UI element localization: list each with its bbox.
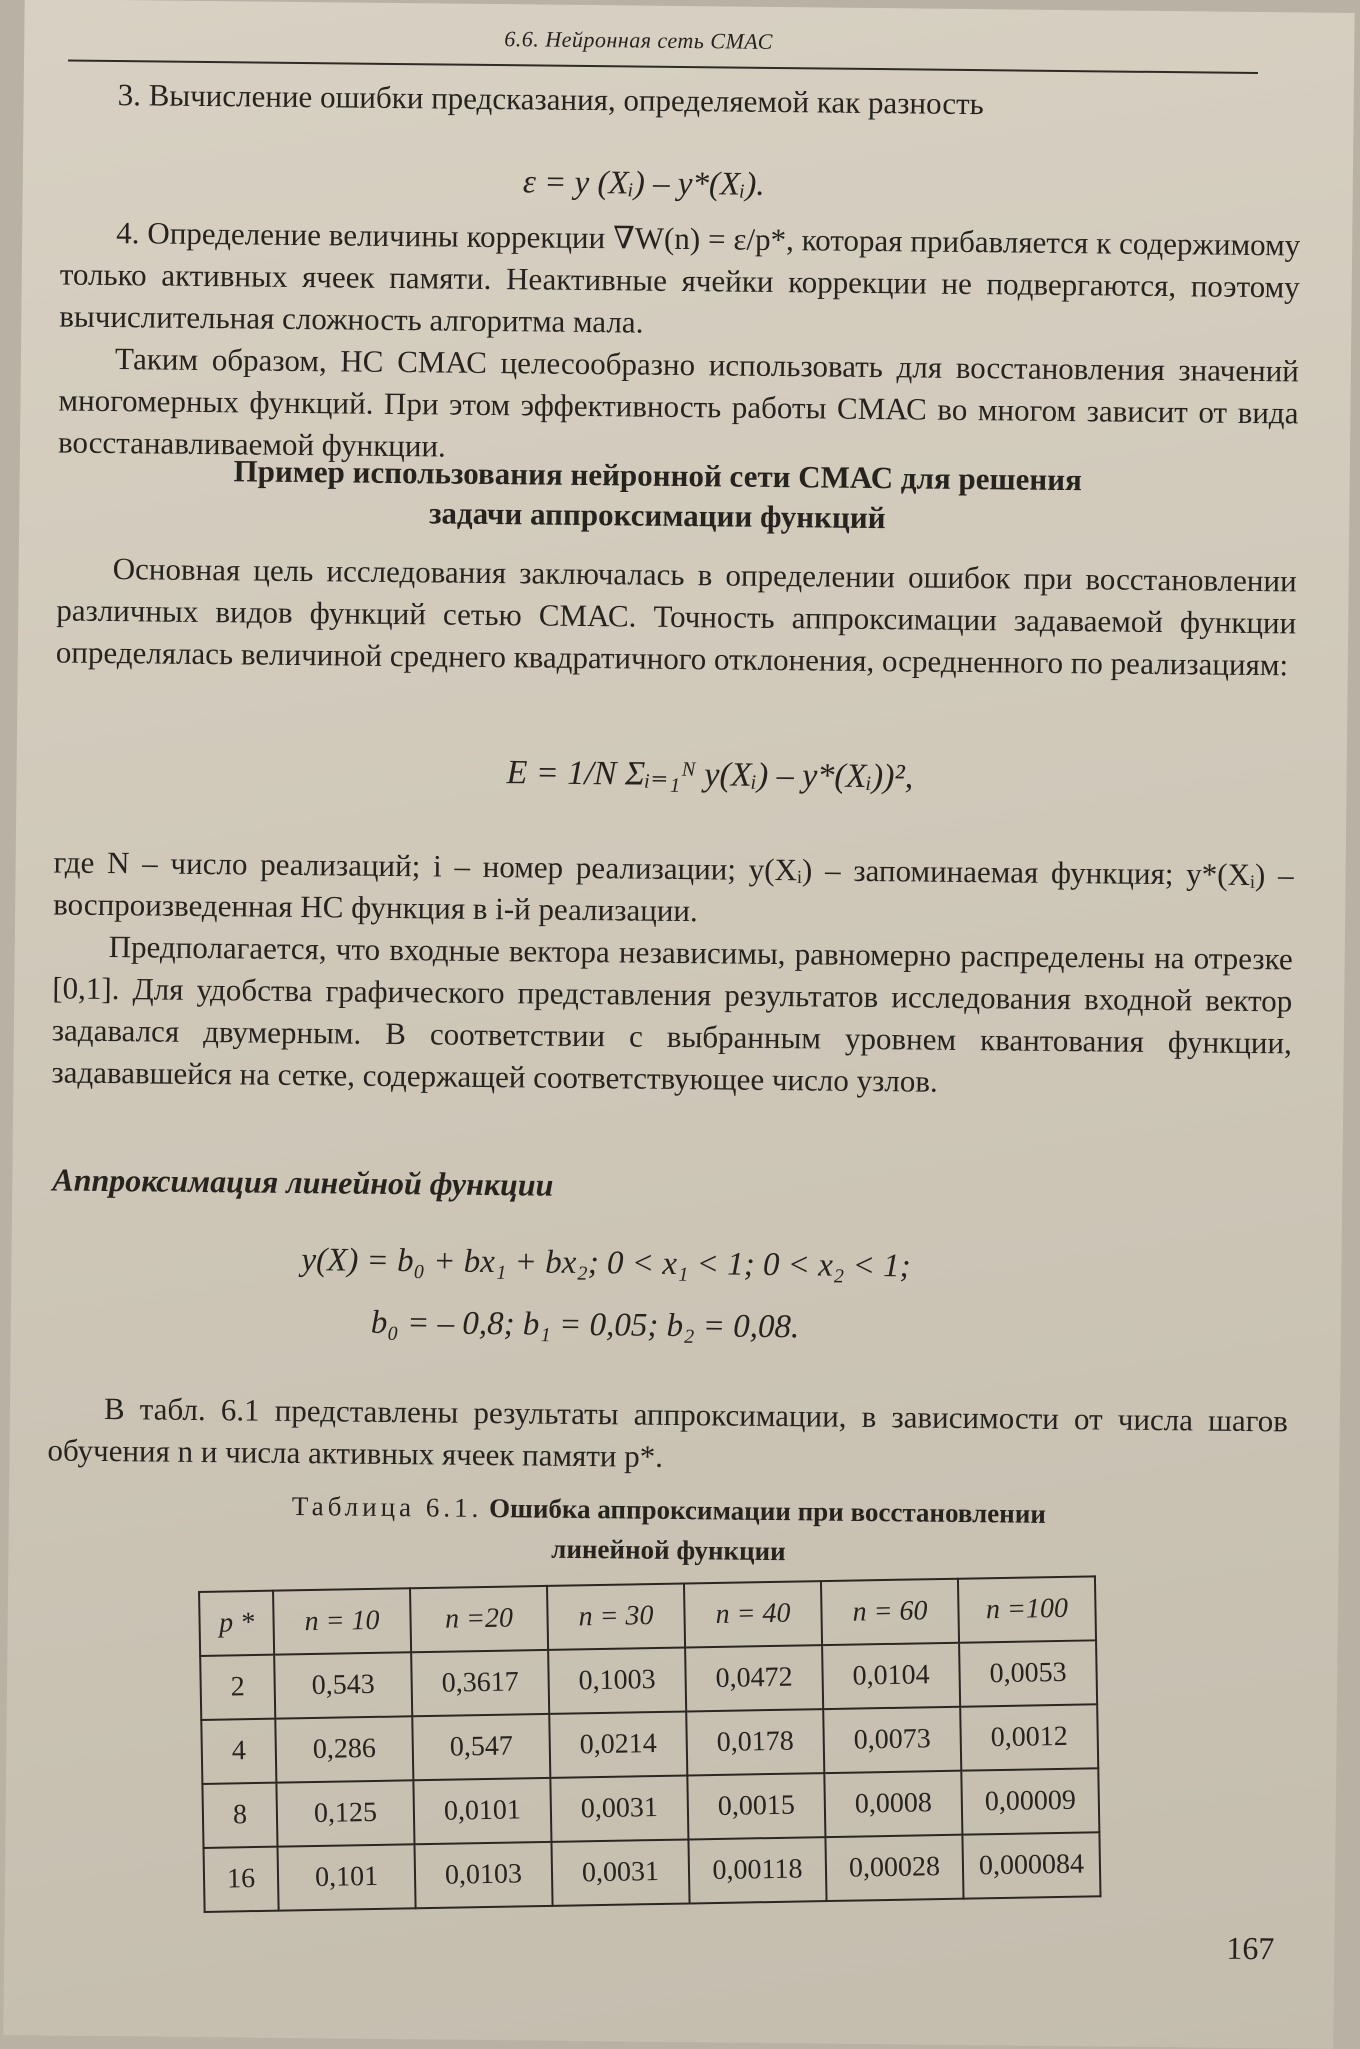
table-cell: 0,0103 [414, 1842, 552, 1908]
table-caption-title-2: линейной функции [551, 1533, 786, 1567]
table-cell: 0,0073 [823, 1707, 961, 1773]
section-intro [56, 547, 1297, 686]
subsection-heading: Аппроксимация линейной функции [52, 1161, 554, 1203]
table-cell: 0,00028 [825, 1835, 963, 1901]
step-4-text [58, 211, 1301, 476]
section-paragraph-2: Предполагается, что входные вектора независимы, равномерно распределены на отрезке [0,1]. Для удобства графического представления результатов исследования входной вектор задавался двумерным. В соответствии с выбранным уровнем квантования функции, задававшейся на сетке, содержащей соответствующее число узлов. [51, 929, 1293, 1099]
section-heading-line-2: задачи аппроксимации функций [428, 495, 886, 536]
table-cell: 0,0101 [413, 1778, 551, 1844]
linear-function-formula: y(X) = b₀ + bx₁ + bx₂; 0 < x₁ < 1; 0 < x₂ < 1; [301, 1242, 911, 1285]
running-head: 6.6. Нейронная сеть СМАС [504, 26, 774, 54]
table-cell: 4 [201, 1719, 276, 1784]
step-4-paragraph: 4. Определение величины коррекции ∇W(n) = ε/p*, которая прибавляется к содержимому только активных ячеек памяти. Неактивные ячейки коррекции не подвергаются, поэтому вычислительная сложность алгоритма мала. [59, 215, 1301, 340]
definitions-paragraph: где N – число реализаций; i – номер реализации; y(Xᵢ) – запоминаемая функция; y*(Xᵢ) – воспроизведенная НС функция в i-й реализации. [53, 844, 1294, 929]
header-cell-n30: n = 30 [547, 1584, 685, 1650]
table-cell: 0,547 [412, 1714, 550, 1780]
header-rule [68, 60, 1258, 74]
book-page [3, 0, 1354, 2049]
table-cell: 8 [202, 1783, 277, 1848]
step-3-paragraph: 3. Вычисление ошибки предсказания, определяемой как разность [117, 77, 984, 122]
table-caption-title-1: Ошибка аппроксимации при восстановлении [488, 1493, 1047, 1529]
table-cell: 16 [204, 1847, 279, 1912]
header-cell-n100: n =100 [958, 1576, 1096, 1642]
section-heading-line-1: Пример использования нейронной сети СМАС для решения [233, 453, 1083, 498]
table-cell: 0,0214 [549, 1711, 687, 1777]
header-cell-n60: n = 60 [821, 1579, 959, 1645]
coefficients-formula: b₀ = – 0,8; b₁ = 0,05; b₂ = 0,08. [370, 1304, 800, 1346]
table-cell: 0,00118 [688, 1837, 826, 1903]
table-cell: 0,3617 [411, 1650, 549, 1716]
table-cell: 0,101 [278, 1844, 416, 1910]
table-caption-label: Таблица 6.1. [291, 1490, 483, 1523]
table-cell: 0,0012 [960, 1704, 1098, 1770]
table-intro [47, 1387, 1288, 1484]
table-cell: 0,1003 [548, 1648, 686, 1714]
section-paragraph-1: Основная цель исследования заключалась в определении ошибок при восстановлении различных видов функций сетью СМАС. Точность аппроксимации задаваемой функции определялась величиной среднего квадратичного отклонения, осредненного по реализациям: [55, 551, 1297, 683]
approximation-error-table [198, 1575, 1101, 1913]
section-heading [57, 449, 1258, 542]
header-cell-n10: n = 10 [273, 1588, 411, 1654]
table-cell: 0,0178 [686, 1709, 824, 1775]
table-cell: 0,125 [276, 1780, 414, 1846]
summary-paragraph: Таким образом, НС СМАС целесообразно использовать для восстановления значений многомерных функций. При этом эффективность работы СМАС во многом зависит от вида восстанавливаемой функции. [57, 341, 1300, 464]
table-caption [168, 1485, 1169, 1575]
table-cell: 0,286 [275, 1716, 413, 1782]
header-cell-p: p * [199, 1591, 274, 1656]
table-cell: 0,0031 [551, 1839, 689, 1905]
table-cell: 0,0053 [959, 1640, 1097, 1706]
table-intro-paragraph: В табл. 6.1 представлены результаты аппроксимации, в зависимости от числа шагов обучения n и числа активных ячеек памяти p*. [47, 1391, 1289, 1474]
header-cell-n20: n =20 [410, 1586, 548, 1652]
table-cell: 2 [200, 1655, 275, 1720]
table-cell: 0,543 [274, 1652, 412, 1718]
page-number: 167 [1226, 1929, 1275, 1967]
table-cell: 0,000084 [962, 1832, 1100, 1898]
table-cell: 0,0104 [822, 1643, 960, 1709]
error-formula: ε = y (Xᵢ) – y*(Xᵢ). [522, 164, 765, 203]
table-cell: 0,00009 [961, 1768, 1099, 1834]
header-cell-n40: n = 40 [684, 1581, 822, 1647]
table-cell: 0,0008 [824, 1771, 962, 1837]
mse-formula: E = 1/N Σᵢ₌₁ᴺ y(Xᵢ) – y*(Xᵢ))², [506, 754, 914, 796]
table-cell: 0,0472 [685, 1645, 823, 1711]
step-3-text [61, 73, 1301, 128]
table-cell: 0,0015 [687, 1773, 825, 1839]
definitions-text [51, 841, 1294, 1106]
table-cell: 0,0031 [550, 1775, 688, 1841]
